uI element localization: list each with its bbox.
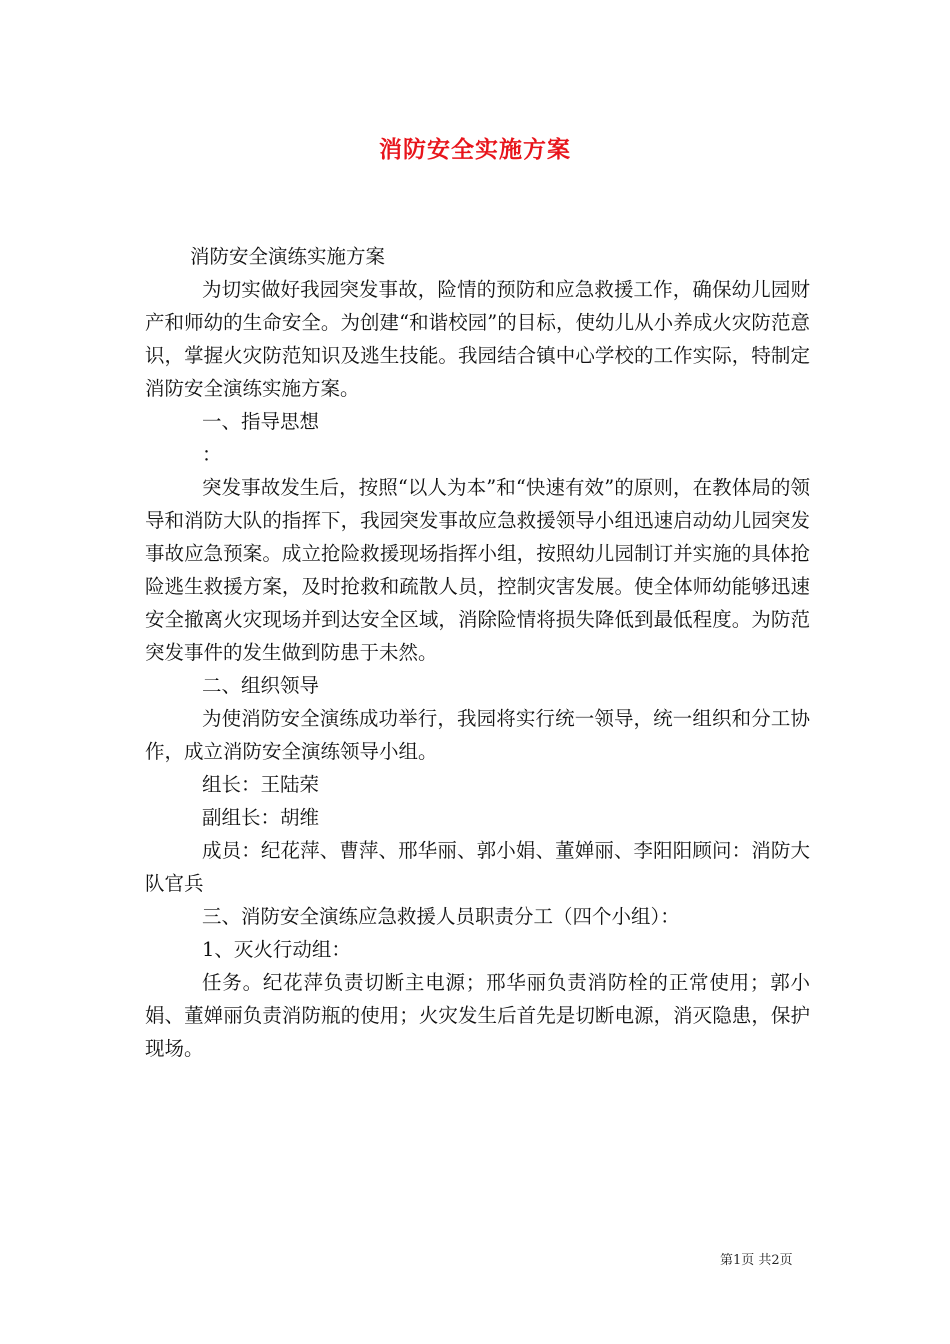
- subtitle-line: 消防安全演练实施方案: [190, 245, 386, 268]
- page-footer: 第1页 共2页: [720, 1253, 793, 1268]
- deputy-leader-line: 副组长：胡维: [202, 806, 320, 829]
- organization-paragraph: 为使消防安全演练成功举行，我园将实行统一领导，统一组织和分工协作，成立消防安全演练领导小组。: [145, 707, 810, 763]
- leader-line: 组长：王陆荣: [202, 773, 320, 796]
- subsection-heading-firefighting: 1、灭火行动组：: [202, 938, 351, 961]
- colon-line: ：: [202, 443, 222, 466]
- members-paragraph: 成员：纪花萍、曹萍、邢华丽、郭小娟、董婵丽、李阳阳顾问：消防大队官兵: [145, 839, 810, 895]
- intro-paragraph: 为切实做好我园突发事故，险情的预防和应急救援工作，确保幼儿园财产和师幼的生命安全。为创建“和谐校园”的目标，使幼儿从小养成火灾防范意识，掌握火灾防范知识及逃生技能。我园结合镇中心学校的工作实际，特制定消防安全演练实施方案。: [145, 278, 810, 400]
- document-title: 消防安全实施方案: [379, 136, 571, 163]
- section-heading-duties: 三、消防安全演练应急救援人员职责分工（四个小组）：: [202, 905, 680, 928]
- document-body: [145, 240, 810, 1065]
- section-heading-guiding: 一、指导思想: [202, 410, 320, 433]
- guiding-paragraph: 突发事故发生后，按照“以人为本”和“快速有效”的原则，在教体局的领导和消防大队的指挥下，我园突发事故应急救援领导小组迅速启动幼儿园突发事故应急预案。成立抢险救援现场指挥小组，按照幼儿园制订并实施的具体抢险逃生救援方案，及时抢救和疏散人员，控制灾害发展。使全体师幼能够迅速安全撤离火灾现场并到达安全区域，消除险情将损失降低到最低程度。为防范突发事件的发生做到防患于未然。: [145, 476, 810, 664]
- section-heading-organization: 二、组织领导: [202, 674, 320, 697]
- firefighting-task-paragraph: 任务。纪花萍负责切断主电源；邢华丽负责消防栓的正常使用；郭小娟、董婵丽负责消防瓶的使用；火灾发生后首先是切断电源，消灭隐患，保护现场。: [145, 971, 810, 1060]
